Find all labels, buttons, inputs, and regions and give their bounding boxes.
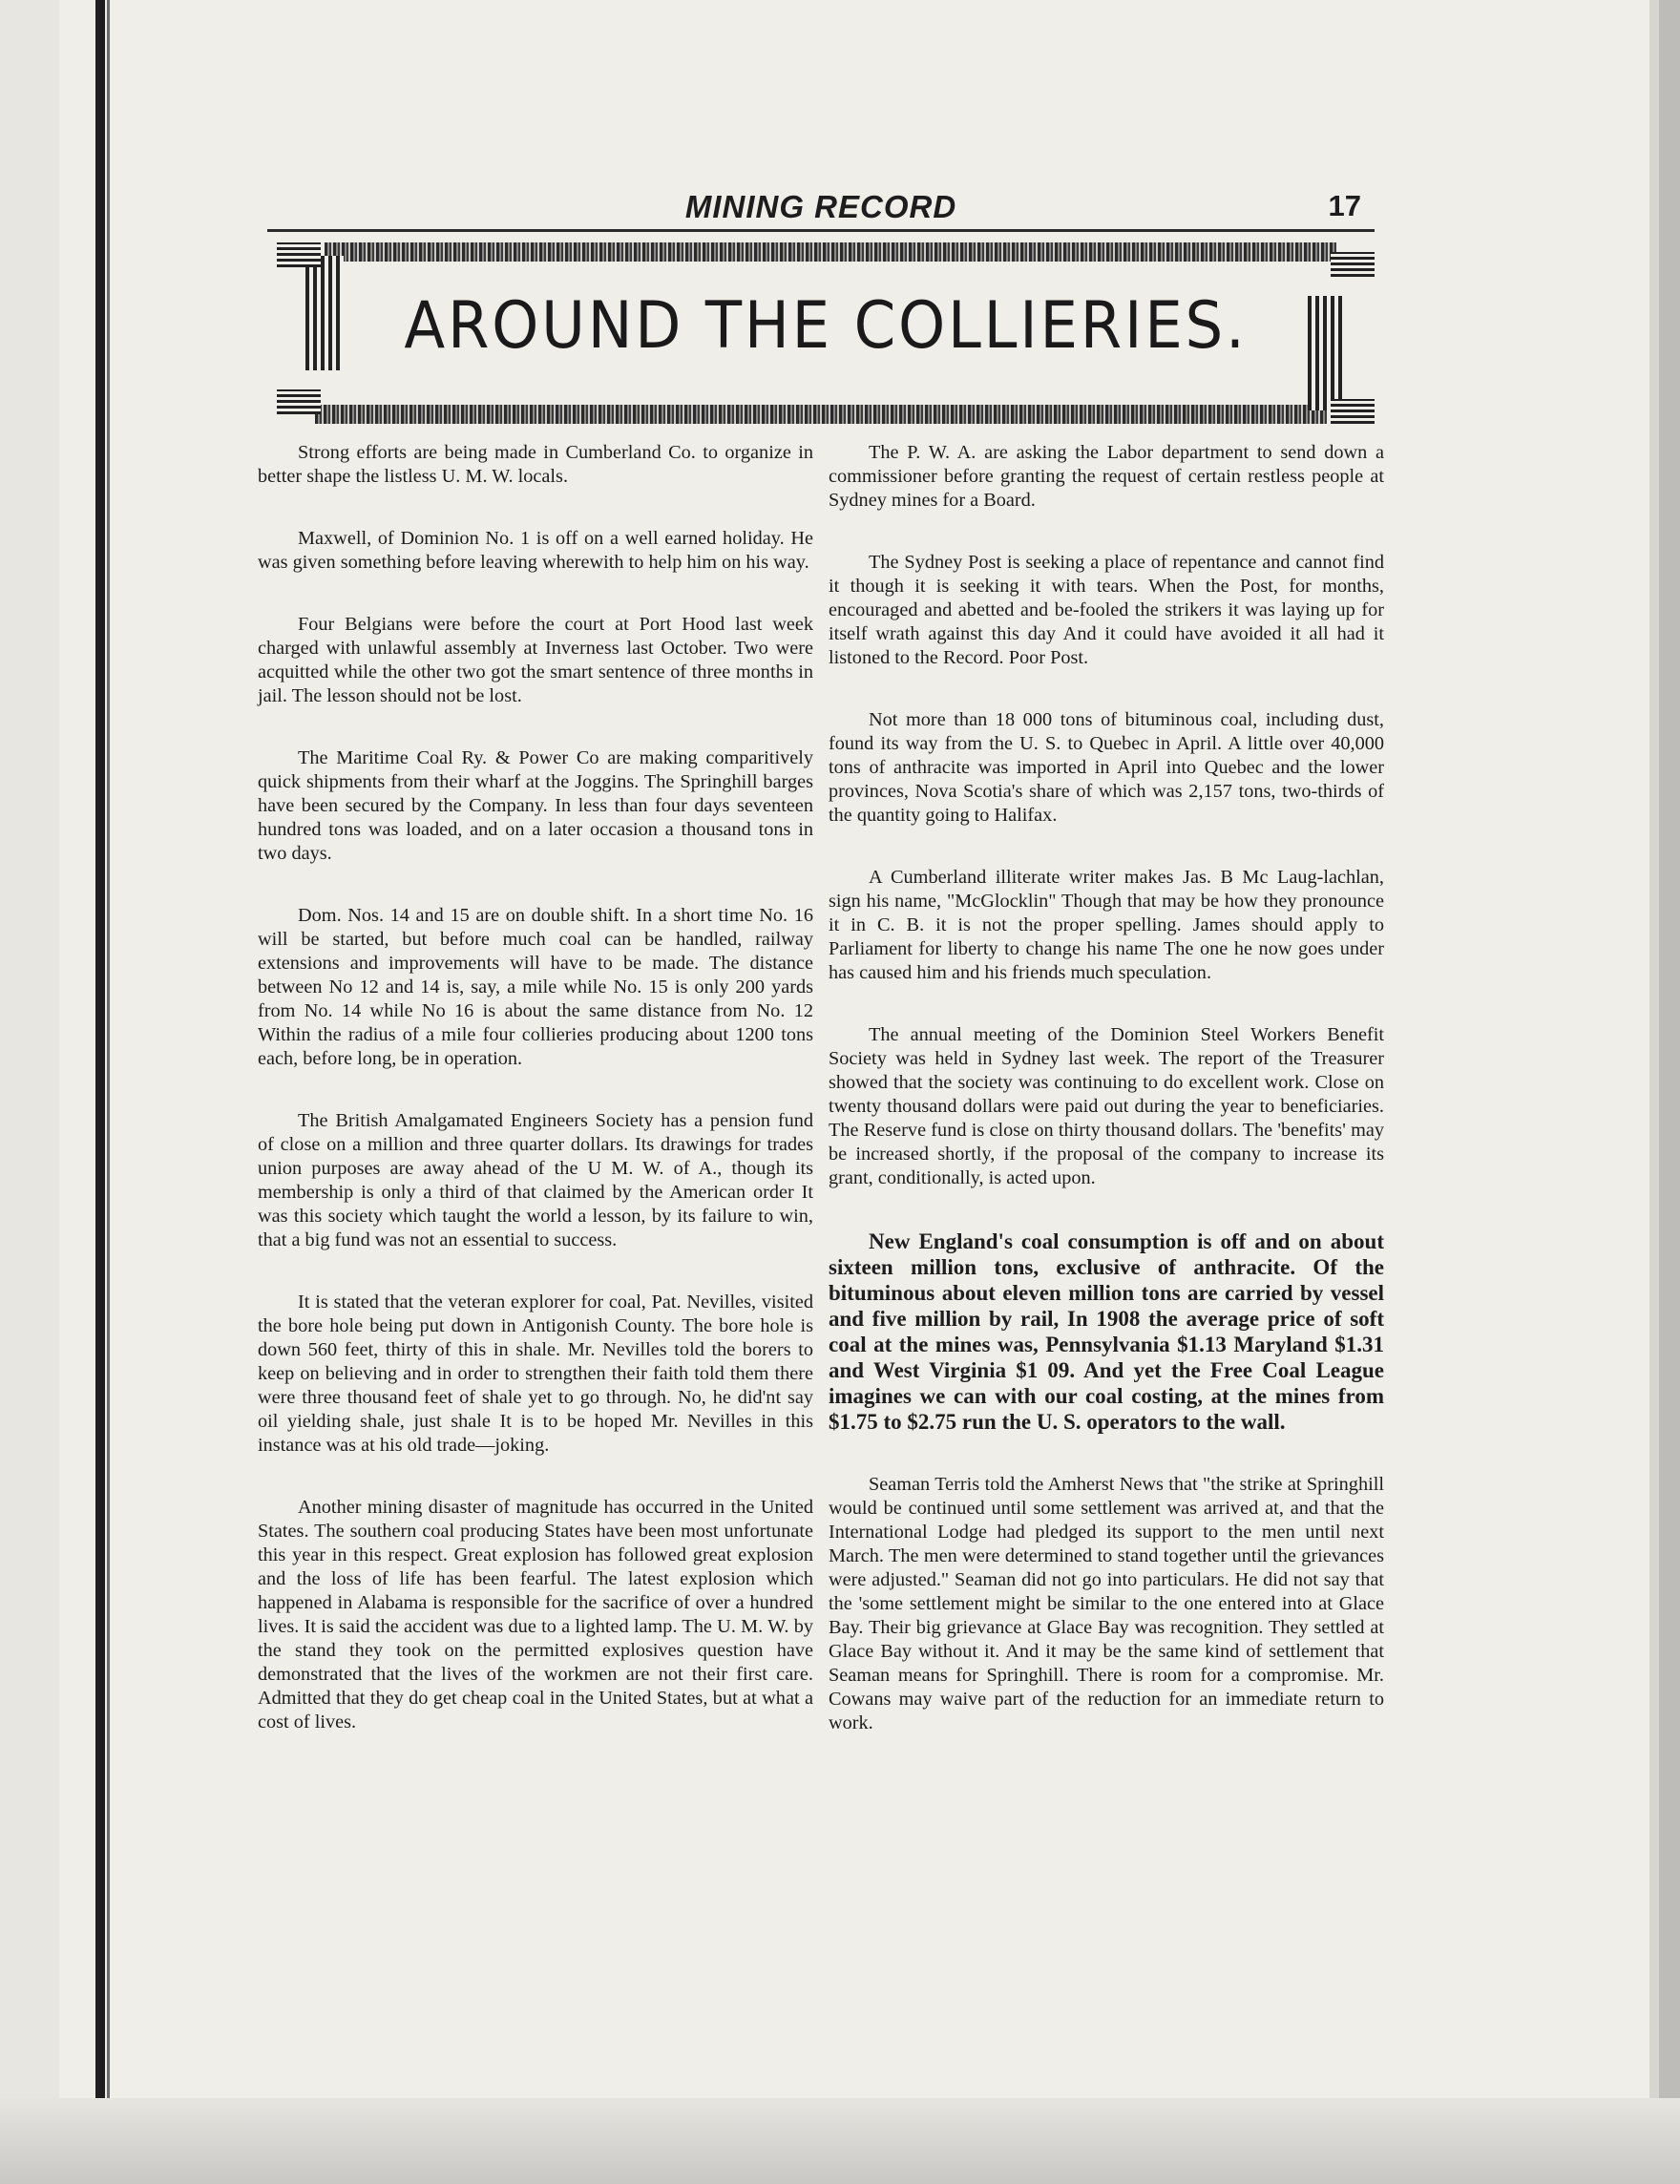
news-item: A Cumberland illiterate writer makes Jas. B Mc Laug-lachlan, sign his name, "McGlocklin" Though that may be how they pronounce it in C. B. it is not the proper spelling. James should apply to Parliament for liberty to change his name The one he now goes under has caused him and his friends much speculation. xyxy=(829,867,1384,983)
news-item: Strong efforts are being made in Cumberland Co. to organize in better shape the listless U. M. W. locals. xyxy=(258,442,813,487)
binding-edge xyxy=(95,0,105,2184)
section-heading: AROUND THE COLLIERIES. xyxy=(404,288,1248,364)
right-column xyxy=(829,441,1384,1774)
page-bottom-edge xyxy=(0,2098,1680,2184)
news-item: Dom. Nos. 14 and 15 are on double shift. In a short time No. 16 will be started, but before much coal can be handled, railway extensions and improvements will have to be made. The distance between No 12 and 14 is, say, a mile while No. 15 is only 200 yards from No. 14 while No 16 is about the same distance from No. 12 Within the radius of a mile four collieries producing about 1200 tons each, before long, be in operation. xyxy=(258,905,813,1069)
left-column xyxy=(258,441,813,1773)
news-item: The Sydney Post is seeking a place of repentance and cannot find it though it is seeking it with tears. When the Post, for months, encouraged and abetted and be-fooled the strikers it was laying up for itself wrath against this day And it could have avoided it all had it listoned to the Record. Poor Post. xyxy=(829,552,1384,668)
news-item: Another mining disaster of magnitude has occurred in the United States. The southern coal producing States have been most unfortunate this year in this respect. Great explosion has followed great explosion and the loss of life has been fearful. The latest explosion which happened in Alabama is responsible for the sacrifice of over a hundred lives. It is said the accident was due to a lighted lamp. The U. M. W. by the stand they took on the permitted explosives question have demonstrated that the lives of the workmen are not their first care. Admitted that they do get cheap coal in the United States, but at what a cost of lives. xyxy=(258,1497,813,1732)
publication-title: MINING RECORD xyxy=(684,189,957,224)
news-item: Seaman Terris told the Amherst News that "the strike at Springhill would be continued until some settlement was arrived at, and that the International Lodge had pledged its support to the men until next March. The men were determined to stand together until the grievances were adjusted." Seaman did not go into particulars. He did not say that the 'some settlement might be similar to the one entered into at Glace Bay. Their big grievance at Glace Bay was recognition. They settled at Glace Bay without it. And it may be the same kind of settlement that Seaman means for Springhill. There is room for a compromise. Mr. Cowans may waive part of the reduction for an immediate return to work. xyxy=(829,1474,1384,1733)
binding-edge-shadow xyxy=(107,0,110,2184)
page-right-edge xyxy=(1659,0,1680,2184)
running-header xyxy=(267,189,1375,231)
banner-top-border xyxy=(325,242,1336,262)
page-number: 17 xyxy=(1328,189,1361,222)
header-rule xyxy=(267,229,1375,232)
news-item: Maxwell, of Dominion No. 1 is off on a well earned holiday. He was given something before leaving wherewith to help him on his way. xyxy=(258,528,813,573)
news-item-bold: New England's coal consumption is off and on about sixteen million tons, exclusive of anthracite. Of the bituminous about eleven million tons are carried by vessel and five million by rail, In 1908 the average price of soft coal at the mines was, Pennsylvania $1.13 Maryland $1.31 and West Virginia $1 09. And yet the Free Coal League imagines we can with our coal costing, at the mines from $1.75 to $2.75 run the U. S. operators to the wall. xyxy=(829,1229,1384,1434)
section-banner xyxy=(277,242,1375,424)
news-item: The annual meeting of the Dominion Steel Workers Benefit Society was held in Sydney last week. The report of the Treasurer showed that the society was continuing to do excellent work. Close on twenty thousand dollars were paid out during the year to beneficiaries. The Reserve fund is close on thirty thousand dollars. The 'benefits' may be increased shortly, if the proposal of the company to increase its grant, conditionally, is acted upon. xyxy=(829,1024,1384,1188)
news-item: The P. W. A. are asking the Labor department to send down a commissioner before granting the request of certain restless people at Sydney mines for a Board. xyxy=(829,442,1384,511)
banner-corner-ornament xyxy=(1331,399,1375,424)
banner-corner-ornament xyxy=(1331,252,1375,277)
news-item: Not more than 18 000 tons of bituminous coal, including dust, found its way from the U. S. to Quebec in April. A little over 40,000 tons of anthracite was imported in April into Quebec and the lower provinces, Nova Scotia's share of which was 2,157 tons, two-thirds of the quantity going to Halifax. xyxy=(829,709,1384,826)
banner-corner-ornament xyxy=(277,242,321,267)
banner-corner-ornament xyxy=(277,389,321,414)
news-item: The Maritime Coal Ry. & Power Co are making comparitively quick shipments from their wharf at the Joggins. The Springhill barges have been secured by the Company. In less than four days seventeen hundred tons was loaded, and on a later occasion a thousand tons in two days. xyxy=(258,747,813,864)
banner-bottom-border xyxy=(315,405,1327,424)
news-item: The British Amalgamated Engineers Society has a pension fund of close on a million and three quarter dollars. Its drawings for trades union purposes are away ahead of the U M. W. of A., though its membership is only a third of that claimed by the American order It was this society which taught the world a lesson, by its failure to win, that a big fund was not an essential to success. xyxy=(258,1110,813,1250)
news-item: Four Belgians were before the court at Port Hood last week charged with unlawful assembly at Inverness last October. Two were acquitted while the other two got the smart sentence of three months in jail. The lesson should not be lost. xyxy=(258,614,813,706)
news-item: It is stated that the veteran explorer for coal, Pat. Nevilles, visited the bore hole being put down in Antigonish County. The bore hole is down 560 feet, thirty of this in shale. Mr. Nevilles told the borers to keep on believing and in order to strengthen their faith told them there were three thousand feet of shale yet to go through. No, he did'nt say oil yielding shale, just shale It is to be hoped Mr. Nevilles in this instance was at his old trade—joking. xyxy=(258,1292,813,1456)
page-left-margin xyxy=(0,0,59,2184)
page-right-edge-inner xyxy=(1649,0,1659,2184)
